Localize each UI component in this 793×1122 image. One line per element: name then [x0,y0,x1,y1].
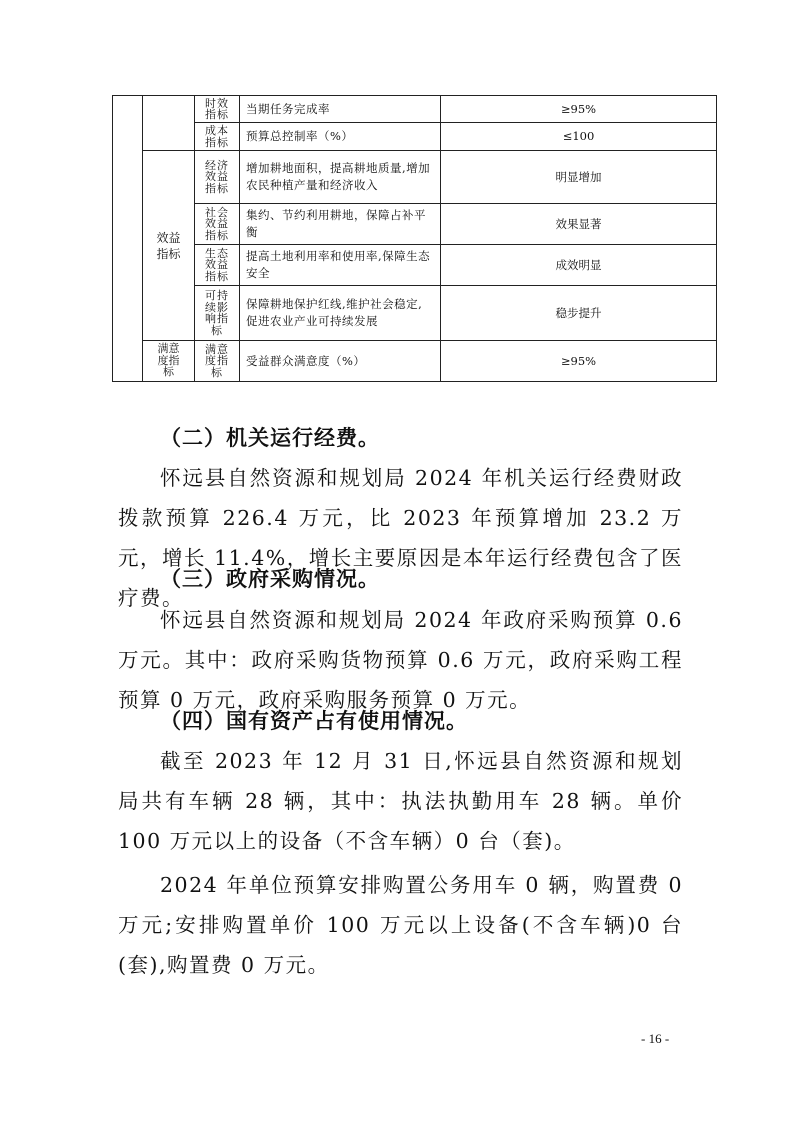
table-cell-indicator-name: 当期任务完成率 [240,96,441,123]
table-cell-indicator-name: 提高土地利用率和使用率,保障生态安全 [240,245,441,286]
table-row [113,151,717,204]
section-heading-operating-funds: （二）机关运行经费。 [160,426,380,450]
section-text-operating-funds: 怀远县自然资源和规划局 2024 年机关运行经费财政拨款预算 226.4 万元，比 2023 年预算增加 23.2 万元，增长 11.4%，增长主要原因是本年运行经费包含了医疗费。 [118,466,683,610]
section-heading-procurement: （三）政府采购情况。 [160,567,380,591]
table-cell-indicator-name: 预算总控制率（%） [240,123,441,151]
table-cell-indicator-type: 满意度指标 [195,341,240,382]
table-row [113,204,717,245]
table-cell-level2 [143,96,195,151]
table-cell-indicator-name: 集约、节约利用耕地，保障占补平衡 [240,204,441,245]
table-row [113,286,717,341]
section-text-procurement: 怀远县自然资源和规划局 2024 年政府采购预算 0.6 万元。其中：政府采购货物预算 0.6 万元，政府采购工程预算 0 万元，政府采购服务预算 0 万元。 [118,608,683,712]
table-row [113,341,717,382]
table-cell-indicator-value: ≥95% [441,96,717,123]
table-cell-indicator-type: 可持续影响指标 [195,286,240,341]
table-cell-indicator-name: 增加耕地面积，提高耕地质量,增加农民种植产量和经济收入 [240,151,441,204]
table-cell-indicator-type: 时效指标 [195,96,240,123]
table-cell-indicator-value: ≤100 [441,123,717,151]
table-row [113,123,717,151]
table-cell-indicator-value: 明显增加 [441,151,717,204]
table-cell-indicator-value: 稳步提升 [441,286,717,341]
table-cell-indicator-value: ≥95% [441,341,717,382]
table-row [113,96,717,123]
table-cell-indicator-type: 经济效益指标 [195,151,240,204]
table-cell-indicator-name: 保障耕地保护红线,维护社会稳定,促进农业产业可持续发展 [240,286,441,341]
table-cell-indicator-name: 受益群众满意度（%） [240,341,441,382]
table-cell-indicator-value: 效果显著 [441,204,717,245]
table-cell-indicator-value: 成效明显 [441,245,717,286]
section-text-vehicle-purchase: 2024 年单位预算安排购置公务用车 0 辆，购置费 0 万元;安排购置单价 100 万元以上设备(不含车辆)0 台(套),购置费 0 万元。 [118,873,683,977]
section-text-state-assets: 截至 2023 年 12 月 31 日,怀远县自然资源和规划局共有车辆 28 辆，其中：执法执勤用车 28 辆。单价 100 万元以上的设备（不含车辆）0 台（套)。 [118,749,683,853]
table-cell-indicator-type: 社会效益指标 [195,204,240,245]
table-cell-indicator-type: 成本指标 [195,123,240,151]
table-row [113,245,717,286]
table-cell-level1 [113,96,143,382]
table-cell-group-benefit: 效益指标 [143,151,195,341]
section-heading-state-assets: （四）国有资产占有使用情况。 [160,709,468,733]
table-cell-group-satisfaction: 满意度指标 [143,341,195,382]
page-number: - 16 - [641,1031,670,1046]
performance-indicator-table [112,95,717,382]
table-cell-indicator-type: 生态效益指标 [195,245,240,286]
